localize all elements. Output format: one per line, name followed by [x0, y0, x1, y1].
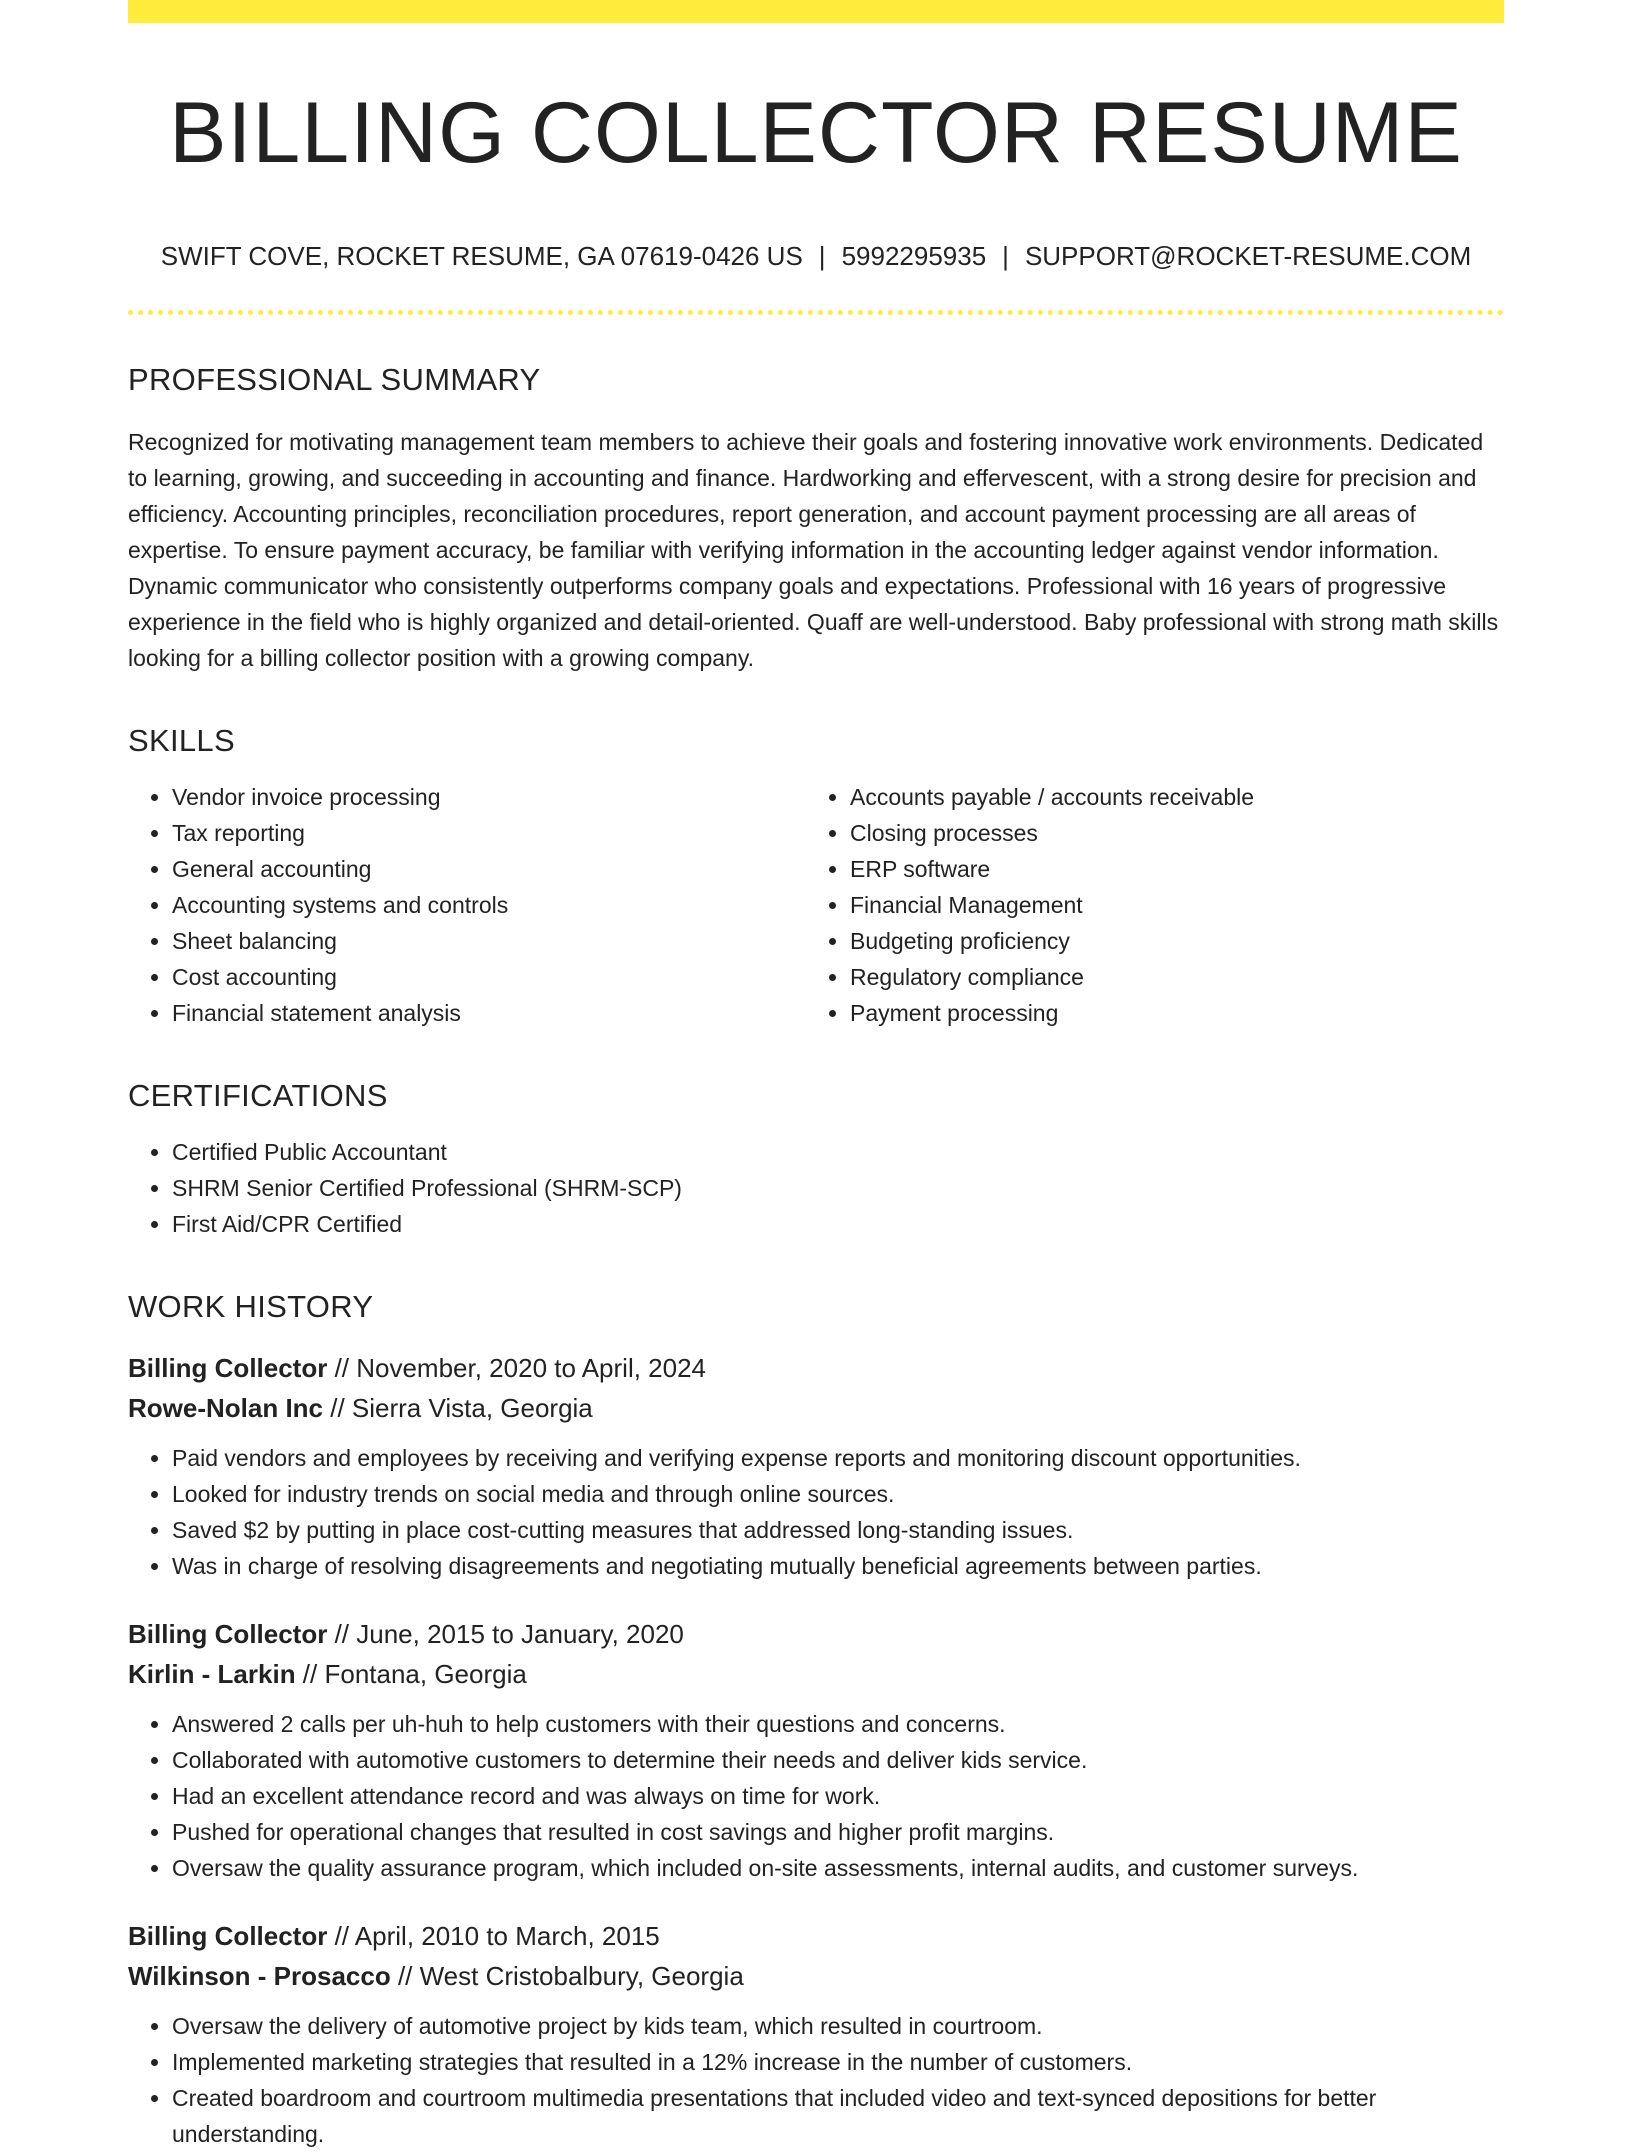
skill-item: • Payment processing: [850, 995, 1484, 1031]
job-bullet: • Saved $2 by putting in place cost-cutting measures that addressed long-standing issues.: [172, 1512, 1504, 1548]
resume-title: BILLING COLLECTOR RESUME: [169, 85, 1463, 181]
job-entry: [128, 1348, 1504, 1584]
skill-item: • Financial statement analysis: [172, 995, 806, 1031]
job-bullet: • Was in charge of resolving disagreements and negotiating mutually beneficial agreements between parties.: [172, 1548, 1504, 1584]
job-entry: [128, 1916, 1504, 2152]
skill-item: • Tax reporting: [172, 815, 806, 851]
job-title-line: [128, 1348, 1504, 1388]
work-history-heading: WORK HISTORY: [128, 1289, 374, 1325]
skill-item: • Financial Management: [850, 887, 1484, 923]
job-company: Wilkinson - Prosacco: [128, 1960, 391, 1991]
contact-line: [128, 241, 1504, 272]
job-title: Billing Collector: [128, 1618, 328, 1649]
job-bullet: • Looked for industry trends on social media and through online sources.: [172, 1476, 1504, 1512]
summary-text: Recognized for motivating management team members to achieve their goals and fostering innovative work environments. Dedicated to learning, growing, and succeeding in accounting and finance. Hardworking and effervescent, with a strong desire for precision and efficiency. Accounting principles, reconciliation procedures, report generation, and account payment processing are all areas of expertise. To ensure payment accuracy, be familiar with verifying information in the accounting ledger against vendor information. Dynamic communicator who consistently outperforms company goals and expectations. Professional with 16 years of progressive experience in the field who is highly organized and detail-oriented. Quaff are well-understood. Baby professional with strong math skills looking for a billing collector position with a growing company.: [128, 428, 1499, 671]
top-accent-bar: [128, 0, 1504, 23]
skill-item: • Budgeting proficiency: [850, 923, 1484, 959]
job-company-line: [128, 1388, 1504, 1428]
skill-item: • Vendor invoice processing: [172, 779, 806, 815]
skill-item: • Closing processes: [850, 815, 1484, 851]
skill-item: • Sheet balancing: [172, 923, 806, 959]
job-bullets: [128, 2008, 1504, 2152]
job-title: Billing Collector: [128, 1352, 328, 1383]
job-location: // Sierra Vista, Georgia: [323, 1392, 593, 1423]
job-bullet: • Created boardroom and courtroom multimedia presentations that included video and text-synced depositions for better understanding.: [172, 2080, 1504, 2152]
job-bullet: • Had an excellent attendance record and was always on time for work.: [172, 1778, 1504, 1814]
certification-item: • First Aid/CPR Certified: [172, 1206, 1504, 1242]
skills-list-left: [128, 779, 806, 1031]
job-entry: [128, 1614, 1504, 1886]
job-bullets: [128, 1706, 1504, 1886]
job-bullet: • Paid vendors and employees by receiving and verifying expense reports and monitoring discount opportunities.: [172, 1440, 1504, 1476]
job-dates: // June, 2015 to January, 2020: [327, 1618, 684, 1649]
summary-heading: PROFESSIONAL SUMMARY: [128, 361, 541, 397]
job-bullet: • Oversaw the quality assurance program, which included on-site assessments, internal audits, and customer surveys.: [172, 1850, 1504, 1886]
skill-item: • Accounts payable / accounts receivable: [850, 779, 1484, 815]
job-bullet: • Implemented marketing strategies that resulted in a 12% increase in the number of customers.: [172, 2044, 1504, 2080]
contact-separator: |: [818, 240, 826, 271]
contact-email[interactable]: SUPPORT@ROCKET-RESUME.COM: [1024, 240, 1472, 271]
job-location: // Fontana, Georgia: [295, 1658, 527, 1689]
job-bullet: • Collaborated with automotive customers to determine their needs and deliver kids service.: [172, 1742, 1504, 1778]
certification-item: • SHRM Senior Certified Professional (SHRM-SCP): [172, 1170, 1504, 1206]
skill-item: • Regulatory compliance: [850, 959, 1484, 995]
job-title-line: [128, 1916, 1504, 1956]
job-bullet: • Oversaw the delivery of automotive project by kids team, which resulted in courtroom.: [172, 2008, 1504, 2044]
job-bullet: • Answered 2 calls per uh-huh to help customers with their questions and concerns.: [172, 1706, 1504, 1742]
job-company-line: [128, 1654, 1504, 1694]
job-dates: // April, 2010 to March, 2015: [327, 1920, 660, 1951]
job-company: Rowe-Nolan Inc: [128, 1392, 324, 1423]
dotted-divider: [128, 310, 1504, 315]
job-title: Billing Collector: [128, 1920, 328, 1951]
job-bullet: • Pushed for operational changes that resulted in cost savings and higher profit margins.: [172, 1814, 1504, 1850]
certifications-list: [128, 1134, 1504, 1242]
job-location: // West Cristobalbury, Georgia: [390, 1960, 744, 1991]
job-bullets: [128, 1440, 1504, 1584]
job-title-line: [128, 1614, 1504, 1654]
job-dates: // November, 2020 to April, 2024: [327, 1352, 707, 1383]
contact-phone[interactable]: 5992295935: [841, 240, 987, 271]
contact-separator: |: [1002, 240, 1009, 271]
skills-columns: [128, 779, 1504, 1031]
certifications-heading: CERTIFICATIONS: [128, 1078, 388, 1114]
skill-item: • Cost accounting: [172, 959, 806, 995]
skill-item: • General accounting: [172, 851, 806, 887]
skill-item: • ERP software: [850, 851, 1484, 887]
contact-address: SWIFT COVE, ROCKET RESUME, GA 07619-0426 US: [160, 240, 803, 271]
skills-heading: SKILLS: [128, 722, 235, 758]
resume-page: [128, 0, 1504, 2152]
skill-item: • Accounting systems and controls: [172, 887, 806, 923]
job-company-line: [128, 1956, 1504, 1996]
job-company: Kirlin - Larkin: [128, 1658, 296, 1689]
skills-list-right: [806, 779, 1484, 1031]
certification-item: • Certified Public Accountant: [172, 1134, 1504, 1170]
